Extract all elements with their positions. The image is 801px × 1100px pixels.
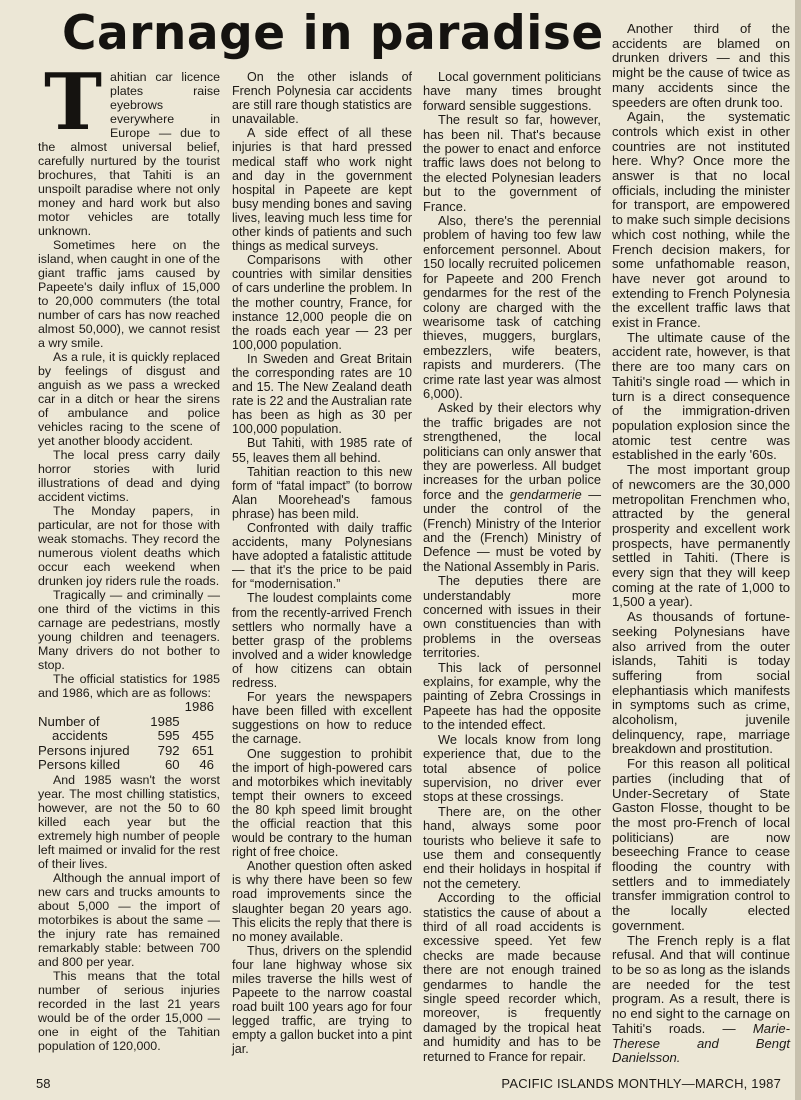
- paragraph: The official statistics for 1985 and 1986, which are as follows:: [38, 672, 220, 700]
- paragraph: Another question often asked is why there have been so few road improvements since the slaughter began 20 years ago. This elicits the reply that there is no money available.: [232, 859, 412, 944]
- year-1986-header: 1986: [184, 699, 214, 714]
- paragraph: This lack of personnel explains, for example, why the painting of Zebra Crossings in Papeete has had the opposite to the intended effect.: [423, 659, 601, 733]
- article-title: Carnage in paradise: [62, 6, 604, 61]
- drop-cap: T: [44, 57, 103, 148]
- year-1985-header: 1985: [150, 713, 180, 729]
- paragraph-text: ahitian car licence plates raise eyebrows everywhere in Europe — due to the almost universal belief, carefully nurtured by the tourist brochures, that Tahiti is an unspoilt paradise where not only money and hard work but also motor vehicles are totally unknown.: [38, 70, 220, 238]
- byline: Marie-Therese and Bengt Danielsson.: [612, 1020, 790, 1066]
- paragraph: Although the annual import of new cars and trucks amounts to about 5,000 — the import of motorbikes is about the same — the injury rate has remained remarkably stable: between 700 and 800 per year.: [38, 870, 220, 969]
- paragraph-text: The French reply is a flat refusal. And that will continue to be so as long as the islands are needed for the test program. As a result, there is no end sight to the carnage on Tahiti's roads. —: [612, 932, 790, 1036]
- statistics-table: [38, 700, 214, 773]
- column-1: [38, 57, 220, 1053]
- italic-term: gendarmerie: [509, 486, 582, 502]
- table-row: [38, 729, 214, 744]
- row-label: Number of: [38, 713, 100, 729]
- table-cell: 60: [164, 757, 180, 773]
- paragraph: On the other islands of French Polynesia car accidents are still rare though statistics are unavailable.: [232, 70, 412, 127]
- paragraph: [38, 57, 220, 238]
- table-row: [38, 744, 214, 759]
- paragraph: In Sweden and Great Britain the corresponding rates are 10 and 15. The New Zealand death rate is 22 and the Australian rate has been as high as 30 per 100,000 population.: [232, 351, 412, 437]
- row-label: accidents: [52, 728, 108, 744]
- paragraph: Tragically — and criminally — one third of the victims in this carnage are pedestrians, mostly young children and teenagers. Many drivers do not bother to stop.: [38, 588, 220, 672]
- paragraph: The loudest complaints come from the recently-arrived French settlers who normally have a better grasp of the problems involved and a wider knowledge of how citizens can obtain redress.: [232, 591, 412, 691]
- paragraph: The most important group of newcomers are the 30,000 metropolitan Frenchmen who, attracted by the general prosperity and excellent work prospects, have permanently settled in Tahiti. (There is every sign that they will keep coming at the rate of 1,000 to 1,500 a year).: [612, 462, 790, 610]
- paragraph: Sometimes here on the island, when caught in one of the giant traffic jams caused by Papeete's daily influx of 15,000 to 20,000 commuters (the total number of cars has now reached almost 50,000), we cannot resist a wry smile.: [38, 238, 220, 350]
- paragraph: The deputies there are understandably more concerned with issues in their own constituencies than with problems in the overseas territories.: [423, 573, 601, 661]
- column-2: [232, 70, 412, 1057]
- paragraph: The Monday papers, in particular, are not for those with weak stomachs. They record the numerous violent deaths which occur each weekend when drunken joy riders rule the roads.: [38, 504, 220, 588]
- paragraph: Another third of the accidents are blamed on drunken drivers — and this might be the cause of twice as many accidents since the speeders are often drunk too.: [612, 21, 790, 110]
- page-edge: [795, 0, 801, 1100]
- row-label: Persons injured: [38, 742, 130, 758]
- paragraph: One suggestion to prohibit the import of high-powered cars and motorbikes which inevitably tempt their owners to exceed the 80 kph speed limit brought the official reaction that this would be contrary to the human right of free choice.: [232, 746, 412, 860]
- paragraph: As a rule, it is quickly replaced by feelings of disgust and anguish as we pass a wrecked car in a ditch or hear the sirens of ambulance and police vehicles racing to the scene of yet another bloody accident.: [38, 350, 220, 448]
- paragraph: Thus, drivers on the splendid four lane highway whose six miles traverse the hills west of Papeete to the narrow coastal road built 100 years ago for four legged traffic, are trying to empty a gallon bucket into a pint jar.: [232, 943, 412, 1057]
- paragraph: Confronted with daily traffic accidents, many Polynesians have adopted a fatalistic attitude — that it's the price to be paid for “modernisation.”: [232, 521, 412, 592]
- paragraph: Comparisons with other countries with similar densities of cars underline the problem. In the mother country, France, for instance 12,000 people die on the roads each year — 23 per 100,000 population.: [232, 253, 412, 352]
- paragraph: As thousands of fortune-seeking Polynesians have also arrived from the outer islands, Tahiti is today suffering from social elephantiasis which manifests in symptoms such as crime, alcoholism, juvenile delinquency, rape, marriage breakdown and prostitution.: [612, 609, 790, 757]
- paragraph: This means that the total number of serious injuries recorded in the last 21 years would be of the order 15,000 — one in eight of the Tahitian population of 120,000.: [38, 968, 220, 1053]
- running-head: PACIFIC ISLANDS MONTHLY—MARCH, 1987: [501, 1076, 781, 1091]
- paragraph: A side effect of all these injuries is that hard pressed medical staff who work night and day in the government hospital in Papeete are kept busy mending bones and saving lives, leaving much less time for other kinds of patients and such things as medical surveys.: [232, 126, 412, 254]
- paragraph-text: Asked by their electors why the traffic brigades are not strengthened, the local politicians can only answer that they are powerless. All budget increases for the urban police force and the: [423, 400, 601, 502]
- paragraph: The local press carry daily horror stories with lurid illustrations of dead and dying accident victims.: [38, 448, 220, 504]
- table-cell: 595: [157, 728, 180, 744]
- paragraph: Tahitian reaction to this new form of “fatal impact” (to borrow Alan Moorehead's famous phrase) has been mild.: [232, 464, 412, 521]
- paragraph: Local government politicians have many times brought forward sensible suggestions.: [423, 69, 601, 113]
- column-3: [423, 70, 601, 1064]
- paragraph: The ultimate cause of the accident rate, however, is that there are too many cars on Tahiti's single road — which in turn is a direct consequence of the immigration-driven population explosion since the atomic test centre was established in the early '60s.: [612, 329, 790, 463]
- table-cell: 46: [199, 757, 214, 773]
- paragraph: [612, 934, 790, 1066]
- table-row: [38, 715, 214, 730]
- paragraph: But Tahiti, with 1985 rate of 55, leaves them all behind.: [232, 436, 412, 465]
- paragraph: [423, 401, 601, 574]
- row-label: Persons killed: [38, 757, 121, 773]
- table-cell: 651: [191, 742, 214, 758]
- paragraph-text: — under the control of the (French) Ministry of the Interior and the (French) Ministry of Defence — must be voted by the National Assembly in Paris.: [423, 486, 601, 574]
- paragraph: For this reason all political parties (including that of Under-Secretary of State Gaston Flosse, thought to be the most pro-French of local politicians) are now beseeching France to cease flooding the country with settlers and to immediately transfer immigration control to the locally elected government.: [612, 756, 790, 933]
- paragraph: Again, the systematic controls which exist in other countries are not instituted here. Why? Once more the answer is that no local officials, including the minister for transport, are empowered to make such simple decisions which cost nothing, while the French decision makers, for some unfathomable reason, have never got around to extending to French Polynesia the excellent traffic laws that exist in France.: [612, 109, 790, 331]
- table-cell: 455: [191, 728, 214, 744]
- table-cell: 792: [157, 742, 180, 758]
- column-4: [612, 22, 790, 1066]
- paragraph: There are, on the other hand, always some poor tourists who believe it safe to use them and consequently end their holidays in hospital if not the cemetery.: [423, 803, 601, 891]
- paragraph: We locals know from long experience that, due to the total absence of police supervision, no driver ever stops at these crossings.: [423, 731, 601, 805]
- paragraph: According to the official statistics the cause of about a third of all road accidents is excessive speed. Yet few checks are made because there are not enough trained gendarmes to handle the single speed recorder which, moreover, is frequently damaged by the tropical heat and humidity and has to be returned to France for repair.: [423, 890, 601, 1064]
- table-row: [38, 758, 214, 773]
- page-number: 58: [36, 1076, 51, 1091]
- paragraph: And 1985 wasn't the worst year. The most chilling statistics, however, are not the 50 to 60 killed each year but the extremely high number of people left maimed or invalid for the rest of their lives.: [38, 772, 220, 871]
- paragraph: The result so far, however, has been nil. That's because the power to enact and enforce traffic laws does not belong to the elected Polynesian leaders but to the government of France.: [423, 112, 601, 214]
- paragraph: Also, there's the perennial problem of having too few law enforcement personnel. About 150 locally recruited policemen for Papeete and 200 French gendarmes for the rest of the colony are charged with the wearisome task of catching thieves, muggers, burglars, embezzlers, wife beaters, rapists and murderers. (The crime rate last year was almost 6,000).: [423, 213, 601, 401]
- table-row: [38, 700, 214, 715]
- paragraph: For years the newspapers have been filled with excellent suggestions on how to reduce the carnage.: [232, 690, 412, 747]
